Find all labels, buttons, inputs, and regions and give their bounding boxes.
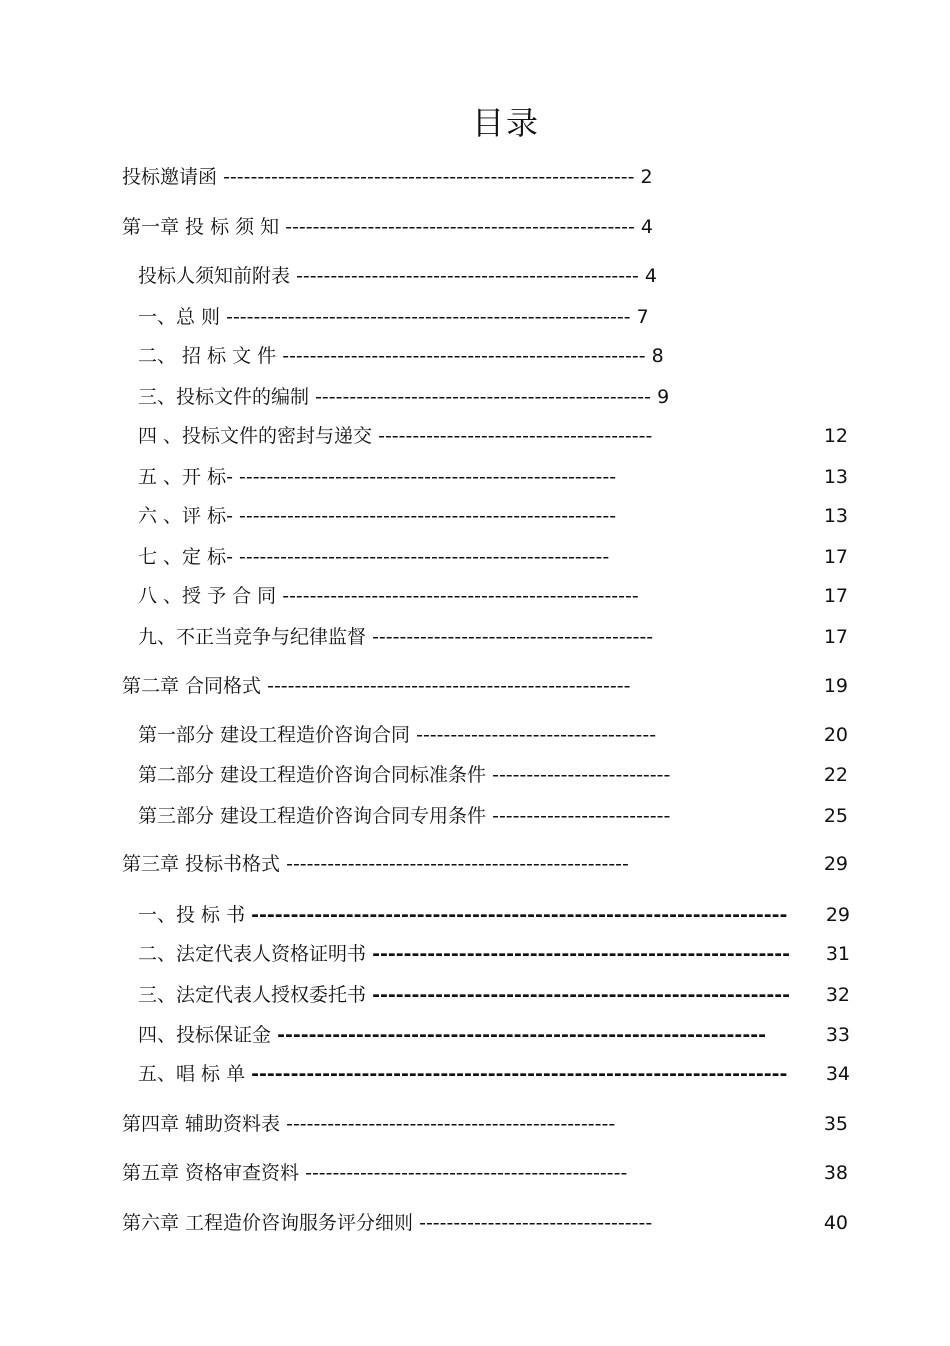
toc-entry-page: 17 xyxy=(823,585,848,607)
toc-entry-label: 九、不正当竞争与纪律监督 xyxy=(138,626,367,648)
toc-entry-label: 投标邀请函 xyxy=(122,166,218,188)
toc-entry-label: 第五章 资格审查资料 xyxy=(122,1162,300,1184)
toc-entry[interactable] xyxy=(122,852,629,876)
toc-entry-page: 38 xyxy=(823,1162,848,1184)
toc-entry-page: 20 xyxy=(823,724,848,746)
toc-entry-label: 第一部分 建设工程造价咨询合同 xyxy=(138,724,411,746)
toc-entry[interactable] xyxy=(138,264,657,288)
toc-entry-page: 29 xyxy=(823,853,848,875)
toc-entry-label: 一、投 标 书 xyxy=(138,904,246,926)
toc-entry-leader: -------------------------------------------------------------- xyxy=(277,1024,766,1046)
toc-entry-leader: -------------------------- xyxy=(492,805,671,827)
toc-entry[interactable] xyxy=(138,1062,787,1086)
toc-entry-page: 34 xyxy=(825,1063,850,1085)
toc-entry[interactable] xyxy=(138,465,616,489)
toc-entry[interactable] xyxy=(138,344,664,368)
toc-entry[interactable] xyxy=(122,1211,652,1235)
toc-entry-page: 22 xyxy=(823,764,848,786)
page-title: 目录 xyxy=(471,104,540,142)
toc-entry-page: 29 xyxy=(825,904,850,926)
toc-entry-leader: -------------------------------------------------------------------- xyxy=(251,1063,788,1085)
toc-entry-leader: ----------------------------------------------------- xyxy=(372,984,791,1006)
toc-entry-label: 四 、投标文件的密封与递交 xyxy=(138,425,373,447)
toc-entry-leader: ------------------------------------------------------- xyxy=(238,466,617,488)
toc-entry-leader: -------------------------- xyxy=(492,764,671,786)
toc-entry-label: 三、法定代表人授权委托书 xyxy=(138,984,367,1006)
toc-entry-label: 二、法定代表人资格证明书 xyxy=(138,943,367,965)
toc-entry[interactable] xyxy=(138,504,616,528)
toc-entry[interactable] xyxy=(138,625,653,649)
toc-entry-leader: ---------------------------------- xyxy=(419,1212,653,1234)
toc-entry-leader: ---------------------------------------- xyxy=(378,425,653,447)
toc-entry-label: 投标人须知前附表 xyxy=(138,265,291,287)
toc-entry[interactable] xyxy=(122,1161,627,1185)
toc-entry[interactable] xyxy=(138,424,652,448)
toc-entry[interactable] xyxy=(138,903,787,927)
toc-entry-label: 第二部分 建设工程造价咨询合同标准条件 xyxy=(138,764,487,786)
toc-entry[interactable] xyxy=(138,804,670,828)
toc-entry[interactable] xyxy=(138,763,670,787)
toc-entry-leader: ------------------------------------------------------------ xyxy=(223,166,635,188)
toc-entry-leader: ----------------------------------------- xyxy=(372,626,654,648)
toc-entry-label: 一、总 则 xyxy=(138,306,221,328)
toc-entry[interactable] xyxy=(122,215,653,239)
toc-entry-label: 第六章 工程造价咨询服务评分细则 xyxy=(122,1212,414,1234)
toc-entry-page: 31 xyxy=(825,943,850,965)
toc-entry-label: 五、唱 标 单 xyxy=(138,1063,246,1085)
toc-entry-label: 三、投标文件的编制 xyxy=(138,386,310,408)
toc-entry-page: 33 xyxy=(825,1024,850,1046)
toc-entry-page: 19 xyxy=(823,675,848,697)
toc-entry[interactable] xyxy=(138,983,790,1007)
toc-entry-page: 13 xyxy=(823,505,848,527)
toc-entry[interactable] xyxy=(138,942,790,966)
toc-entry-page: 13 xyxy=(823,466,848,488)
toc-entry[interactable] xyxy=(122,674,630,698)
toc-entry-leader: ----------------------------------------------------------- xyxy=(226,306,631,328)
toc-entry[interactable] xyxy=(122,1112,615,1136)
toc-entry-page: 7 xyxy=(636,306,649,328)
toc-entry-label: 八 、授 予 合 同 xyxy=(138,585,277,607)
toc-entry-label: 二、 招 标 文 件 xyxy=(138,345,277,367)
toc-entry-page: 12 xyxy=(823,425,848,447)
toc-entry-leader: --------------------------------------------------- xyxy=(285,216,635,238)
toc-entry-label: 第四章 辅助资料表 xyxy=(122,1113,281,1135)
toc-entry-label: 六 、评 标- xyxy=(138,505,233,527)
toc-entry-leader: ------------------------------------------------------- xyxy=(238,505,617,527)
toc-entry-label: 七 、定 标- xyxy=(138,546,233,568)
toc-entry[interactable] xyxy=(138,545,609,569)
toc-entry-leader: -------------------------------------------------------------------- xyxy=(251,904,788,926)
toc-entry-leader: ------------------------------------------------- xyxy=(315,386,652,408)
toc-entry-leader: ----------------------------------------------------- xyxy=(267,675,631,697)
toc-entry-page: 4 xyxy=(644,265,658,287)
toc-entry-label: 四、投标保证金 xyxy=(138,1024,272,1046)
toc-entry-page: 17 xyxy=(823,546,848,568)
toc-entry[interactable] xyxy=(138,723,656,747)
toc-entry-label: 第二章 合同格式 xyxy=(122,675,262,697)
toc-entry-page: 17 xyxy=(823,626,848,648)
toc-entry-page: 25 xyxy=(823,805,848,827)
toc-entry-label: 第三部分 建设工程造价咨询合同专用条件 xyxy=(138,805,487,827)
toc-entry-page: 40 xyxy=(823,1212,848,1234)
toc-entry-leader: ----------------------------------------------------- xyxy=(372,943,791,965)
toc-entry-page: 8 xyxy=(651,345,664,367)
toc-entry-leader: ----------------------------------------------------- xyxy=(282,345,646,367)
toc-entry-label: 五 、开 标- xyxy=(138,466,233,488)
toc-entry-leader: ------------------------------------------------ xyxy=(286,1113,616,1135)
toc-entry-label: 第一章 投 标 须 知 xyxy=(122,216,280,238)
toc-entry-page: 32 xyxy=(825,984,850,1006)
toc-entry[interactable] xyxy=(138,305,649,329)
toc-entry-leader: ---------------------------------------------------- xyxy=(282,585,639,607)
toc-entry-page: 4 xyxy=(640,216,654,238)
toc-entry[interactable] xyxy=(138,1023,766,1047)
toc-entry-page: 2 xyxy=(640,166,653,188)
toc-entry-leader: -------------------------------------------------- xyxy=(296,265,639,287)
toc-entry-leader: ------------------------------------------------------ xyxy=(238,546,610,568)
toc-entry-leader: ----------------------------------------------- xyxy=(305,1162,628,1184)
toc-entry[interactable] xyxy=(122,165,653,189)
toc-entry-label: 第三章 投标书格式 xyxy=(122,853,281,875)
toc-entry[interactable] xyxy=(138,584,639,608)
toc-entry[interactable] xyxy=(138,385,669,409)
toc-entry-page: 9 xyxy=(657,386,670,408)
toc-entry-page: 35 xyxy=(823,1113,848,1135)
toc-entry-leader: ----------------------------------- xyxy=(416,724,657,746)
toc-entry-leader: -------------------------------------------------- xyxy=(286,853,629,875)
